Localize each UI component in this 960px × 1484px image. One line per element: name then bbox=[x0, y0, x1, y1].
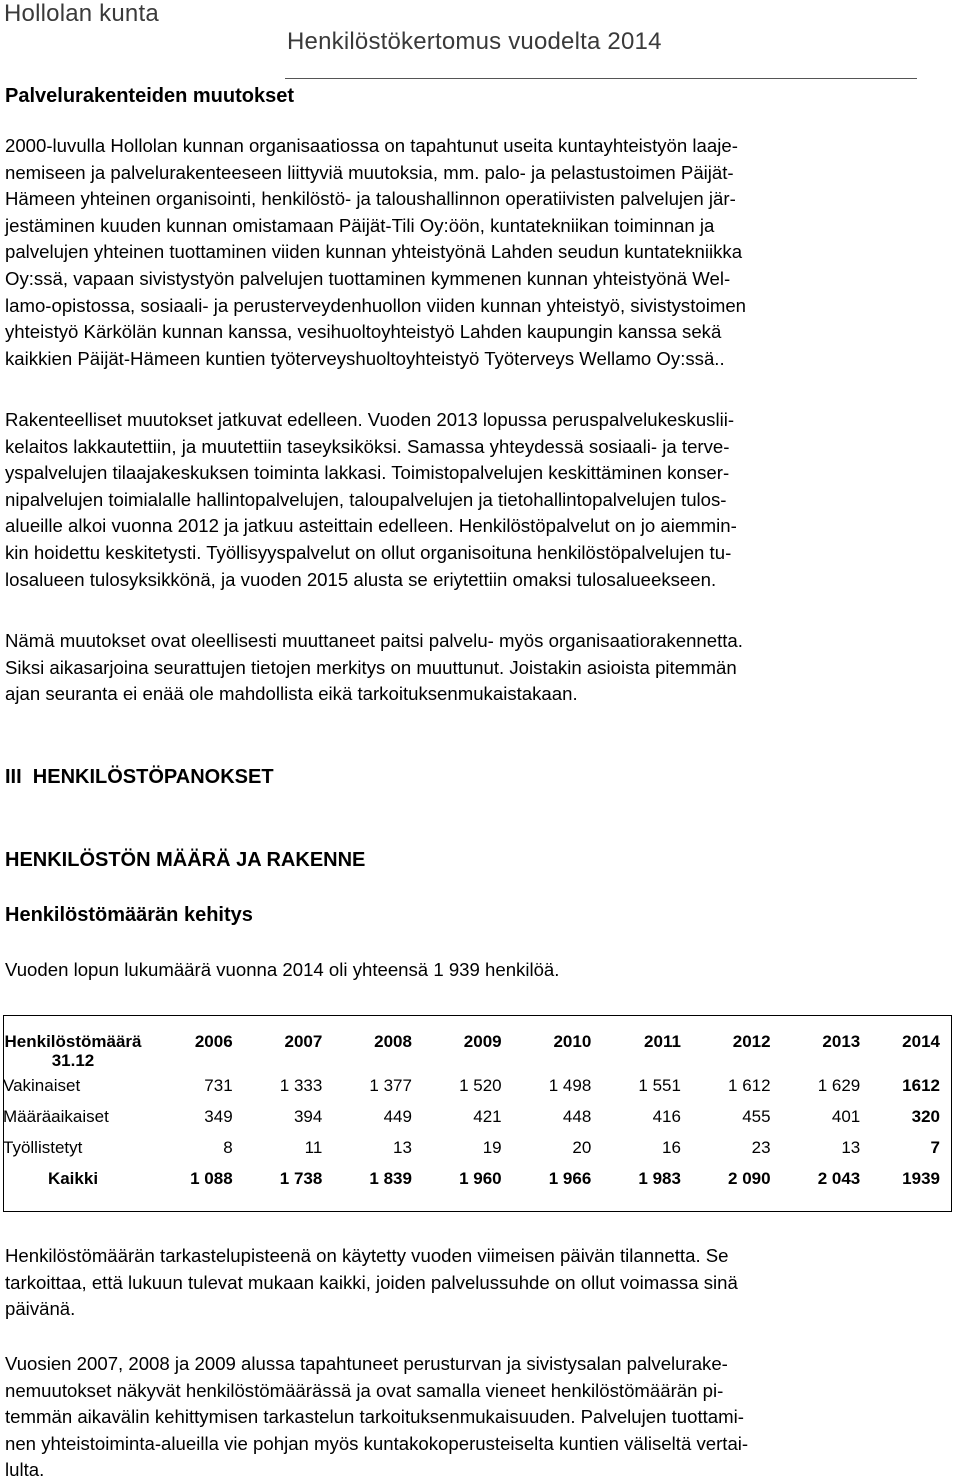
table-cell: 16 bbox=[662, 1137, 681, 1157]
table-cell: 20 bbox=[572, 1137, 592, 1157]
year-header: 2011 bbox=[644, 1032, 681, 1051]
text-line: kelaitos lakkautettiin, ja muutettiin taseyksiköksi. Samassa yhteydessä sosiaali- ja terve- bbox=[5, 435, 730, 457]
table-cell: 455 bbox=[742, 1106, 771, 1126]
table-cell: 1 551 bbox=[638, 1075, 681, 1095]
report-title: Henkilöstökertomus vuodelta 2014 bbox=[287, 28, 662, 55]
row-label: Kaikki bbox=[47, 1168, 99, 1188]
table-cell: 1 088 bbox=[190, 1168, 233, 1188]
year-header: 2012 bbox=[732, 1032, 771, 1051]
table-cell: 448 bbox=[562, 1106, 592, 1126]
table-cell: 1 960 bbox=[459, 1168, 502, 1188]
row-label: Vakinaiset bbox=[3, 1075, 81, 1095]
text-line: 2000-luvulla Hollolan kunnan organisaatiossa on tapahtunut useita kuntayhteistyön laaje- bbox=[5, 135, 738, 156]
header-rule bbox=[285, 78, 917, 79]
note-2 bbox=[5, 1351, 953, 1484]
text-line: jestäminen kuuden kunnan omistamaan Päijät-Tili Oy:öön, kuntatekniikan toiminnan ja bbox=[5, 214, 715, 236]
text-line: losalueen tulosyksikkönä, ja vuoden 2015 alusta se eriytettiin omaksi tulosalueekseen. bbox=[5, 568, 717, 590]
table-header-row bbox=[3, 1028, 940, 1070]
table-cell: 7 bbox=[930, 1137, 940, 1157]
table-cell: 1612 bbox=[902, 1075, 940, 1095]
row-label: Työllistetyt bbox=[3, 1137, 83, 1157]
table-row bbox=[3, 1132, 940, 1163]
table-cell: 11 bbox=[304, 1137, 323, 1157]
year-header: 2008 bbox=[374, 1032, 412, 1051]
text-line: yspalvelujen tilaajakeskuksen toiminta lakkasi. Toimistopalvelujen keskittäminen konser- bbox=[5, 462, 730, 484]
header-label: Henkilöstömäärä 31.12 bbox=[4, 1032, 142, 1070]
text-line: kin hoidettu keskitetysti. Työllisyyspalvelut on ollut organisoituna henkilöstöpalvelujen tu- bbox=[5, 541, 732, 563]
text-line: Siksi aikasarjoina seurattujen tietojen merkitys on muuttunut. Joistakin asioista pitemmän bbox=[5, 656, 737, 678]
paragraph-1 bbox=[5, 133, 953, 372]
paragraph-2 bbox=[5, 407, 953, 593]
text-line: kaikkien Päijät-Hämeen kuntien työterveyshuoltoyhteistyö Työterveys Wellamo Oy:ssä.. bbox=[5, 347, 725, 369]
table-cell: 1 520 bbox=[459, 1075, 502, 1095]
text-line: Vuosien 2007, 2008 ja 2009 alussa tapahtuneet perusturvan ja sivistysalan palvelurake- bbox=[5, 1353, 728, 1374]
text-line: Nämä muutokset ovat oleellisesti muuttaneet paitsi palvelu- myös organisaatiorakennetta. bbox=[5, 630, 743, 651]
table-cell: 401 bbox=[831, 1106, 861, 1126]
table-cell: 421 bbox=[473, 1106, 502, 1126]
text-line: temmän aikavälin kehittymisen tarkastelun tarkoituksenmukaisuuden. Palvelujen tuottami- bbox=[5, 1406, 744, 1428]
section-title: Palvelurakenteiden muutokset bbox=[5, 85, 294, 107]
text-line: lulta. bbox=[5, 1459, 45, 1481]
table-cell: 320 bbox=[911, 1106, 940, 1126]
text-line: lamo-opistossa, sosiaali- ja perusterveydenhuollon viiden kunnan yhteistyö, sivistystoimen bbox=[5, 294, 747, 316]
municipality-name: Hollolan kunta bbox=[4, 0, 159, 27]
table-cell: 2 090 bbox=[728, 1168, 771, 1188]
table-cell: 1 377 bbox=[369, 1075, 412, 1095]
table-cell: 416 bbox=[652, 1106, 681, 1126]
table-row bbox=[3, 1101, 940, 1132]
text-line: nipalvelujen toimialalle hallintopalvelujen, taloupalvelujen ja tietohallintopalvelujen tulos- bbox=[5, 488, 727, 510]
year-header: 2006 bbox=[194, 1032, 233, 1051]
table-cell: 1 966 bbox=[548, 1168, 592, 1188]
table-cell: 8 bbox=[223, 1137, 233, 1157]
table-cell: 1 333 bbox=[279, 1075, 323, 1095]
table-total-row bbox=[3, 1163, 940, 1194]
text-line: Rakenteelliset muutokset jatkuvat edelleen. Vuoden 2013 lopussa peruspalvelukeskuslii- bbox=[5, 409, 735, 430]
table-cell: 1939 bbox=[902, 1168, 940, 1188]
text-line: alueille alkoi vuonna 2012 ja jatkuu asteittain edelleen. Henkilöstöpalvelut on jo aiemmin- bbox=[5, 515, 737, 537]
table-cell: 349 bbox=[204, 1106, 233, 1126]
table-cell: 1 839 bbox=[369, 1168, 412, 1188]
text-line: nemiseen ja palvelurakenteeseen liittyviä muutoksia, mm. palo- ja pelastustoimen Päijät- bbox=[5, 161, 734, 183]
text-line: nemuutokset näkyvät henkilöstömäärässä ja ovat samalla vieneet henkilöstömäärän pi- bbox=[5, 1379, 724, 1401]
table-cell: 1 629 bbox=[817, 1075, 861, 1095]
year-header: 2013 bbox=[822, 1032, 861, 1051]
note-1 bbox=[5, 1243, 953, 1323]
table-cell: 731 bbox=[204, 1075, 233, 1095]
table-cell: 13 bbox=[841, 1137, 861, 1157]
text-line: Oy:ssä, vapaan sivistystyön palvelujen tuottaminen kymmenen kunnan yhteistyönä Wel- bbox=[5, 267, 731, 289]
table-cell: 1 983 bbox=[638, 1168, 681, 1188]
chapter-heading: III HENKILÖSTÖPANOKSET bbox=[5, 766, 274, 788]
row-label: Määräaikaiset bbox=[3, 1106, 109, 1126]
table-cell: 13 bbox=[393, 1137, 412, 1157]
year-header: 2007 bbox=[284, 1032, 323, 1051]
table-row bbox=[3, 1070, 940, 1101]
paragraph-3 bbox=[5, 628, 953, 708]
table-cell: 449 bbox=[383, 1106, 412, 1126]
text-line: ajan seuranta ei enää ole mahdollista eikä tarkoituksenmukaistakaan. bbox=[5, 683, 578, 705]
table-cell: 1 738 bbox=[279, 1168, 323, 1188]
text-line: palvelujen yhteinen tuottaminen viiden kunnan yhteistyönä Lahden seudun kuntatekniikka bbox=[5, 241, 743, 263]
text-line: Henkilöstömäärän tarkastelupisteenä on käytetty vuoden viimeisen päivän tilannetta. Se bbox=[5, 1245, 729, 1266]
table-cell: 23 bbox=[751, 1137, 771, 1157]
table-cell: 1 498 bbox=[548, 1075, 592, 1095]
year-header: 2009 bbox=[463, 1032, 502, 1051]
text-line: yhteistyö Kärkölän kunnan kanssa, vesihuoltoyhteistyö Lahden kaupungin kanssa sekä bbox=[5, 321, 722, 343]
table-cell: 394 bbox=[293, 1106, 323, 1126]
staff-table bbox=[3, 1028, 940, 1194]
sub-heading: Henkilöstömäärän kehitys bbox=[5, 904, 253, 926]
text-line: päivänä. bbox=[5, 1298, 76, 1320]
year-header: 2014 bbox=[902, 1032, 940, 1051]
intro-text: Vuoden lopun lukumäärä vuonna 2014 oli yhteensä 1 939 henkilöä. bbox=[5, 959, 560, 980]
main-heading: HENKILÖSTÖN MÄÄRÄ JA RAKENNE bbox=[5, 849, 366, 871]
table-cell: 1 612 bbox=[728, 1075, 771, 1095]
table-cell: 19 bbox=[482, 1137, 502, 1157]
table-cell: 2 043 bbox=[817, 1168, 861, 1188]
text-line: tarkoittaa, että lukuun tulevat mukaan kaikki, joiden palvelussuhde on ollut voimassa sinä bbox=[5, 1271, 738, 1293]
text-line: Hämeen yhteinen organisointi, henkilöstö- ja taloushallinnon operatiivisten palvelujen jär- bbox=[5, 188, 736, 210]
text-line: nen yhteistoiminta-alueilla vie pohjan myös kuntakokoperusteiselta kuntien väliseltä vertai- bbox=[5, 1432, 749, 1454]
year-header: 2010 bbox=[553, 1032, 592, 1051]
